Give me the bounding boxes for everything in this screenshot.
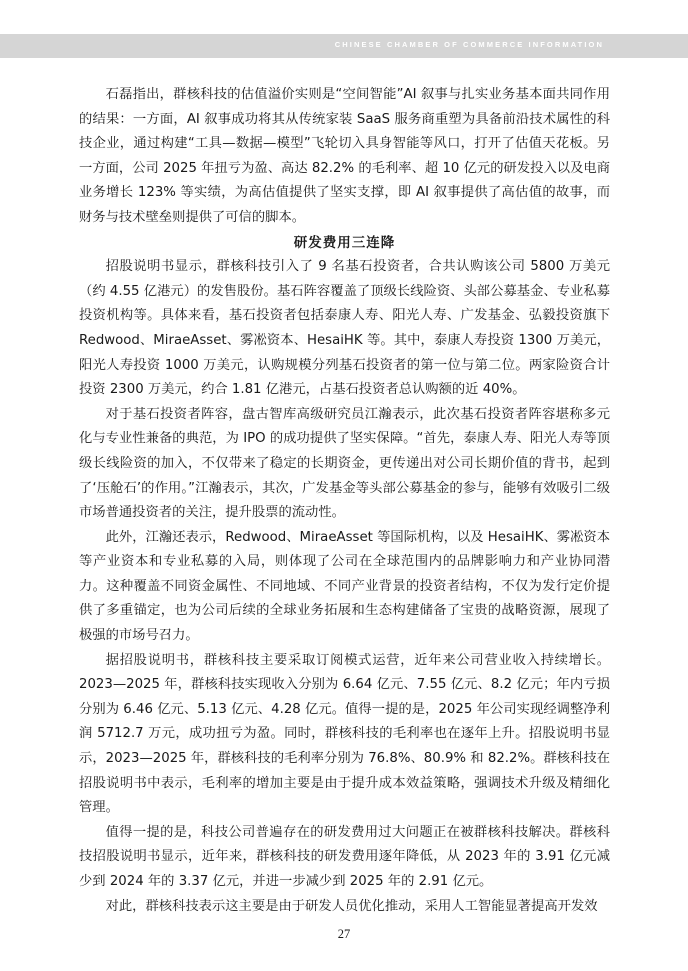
paragraph: 据招股说明书，群核科技主要采取订阅模式运营，近年来公司营业收入持续增长。2023—2025 年，群核科技实现收入分别为 6.64 亿元、7.55 亿元、8.2 亿元；年内亏损分别为 6.46 亿元、5.13 亿元、4.28 亿元。值得一提的是，2025 年公司实现经调整净利润 5712.7 万元，成功扭亏为盈。同时，群核科技的毛利率也在逐年上升。招股说明书显示，2023—2025 年，群核科技的毛利率分别为 76.8%、80.9% 和 82.2%。群核科技在招股说明书中表示，毛利率的增加主要是由于提升成本效益策略，强调技术升级及精细化管理。	[79, 652, 610, 816]
paragraph: 招股说明书显示，群核科技引入了 9 名基石投资者，合共认购该公司 5800 万美元（约 4.55 亿港元）的发售股份。基石阵容覆盖了顶级长线险资、头部公募基金、专业私募投资机构等。具体来看，基石投资者包括泰康人寿、阳光人寿、广发基金、弘毅投资旗下 Redwood、MiraeAsset、雾凇资本、HesaiHK 等。其中，泰康人寿投资 1300 万美元，阳光人寿投资 1000 万美元，认购规模分列基石投资者的第一位与第二位。两家险资合计投资 2300 万美元，约合 1.81 亿港元，占基石投资者总认购额的近 40%。	[79, 259, 610, 398]
article-body	[79, 83, 610, 919]
paragraph: 此外，江瀚还表示，Redwood、MiraeAsset 等国际机构，以及 HesaiHK、雾凇资本等产业资本和专业私募的入局，则体现了公司在全球范围内的品牌影响力和产业协同潜力。这种覆盖不同资金属性、不同地域、不同产业背景的投资者结构，不仅为发行定价提供了多重锚定，也为公司后续的全球业务拓展和生态构建储备了宝贵的战略资源，展现了极强的市场号召力。	[79, 529, 610, 644]
page-number: 27	[337, 927, 351, 941]
paragraph: 值得一提的是，科技公司普遍存在的研发费用过大问题正在被群核科技解决。群核科技招股说明书显示，近年来，群核科技的研发费用逐年降低，从 2023 年的 3.91 亿元减少到 2024 年的 3.37 亿元，并进一步减少到 2025 年的 2.91 亿元。	[79, 824, 610, 889]
paragraph: 石磊指出，群核科技的估值溢价实则是“空间智能”AI 叙事与扎实业务基本面共同作用的结果：一方面，AI 叙事成功将其从传统家装 SaaS 服务商重塑为具备前沿技术属性的科技企业，通过构建“工具—数据—模型”飞轮切入具身智能等风口，打开了估值天花板。另一方面，公司 2025 年扭亏为盈、高达 82.2% 的毛利率、超 10 亿元的研发投入以及电商业务增长 123% 等实绩，为高估值提供了坚实支撑，即 AI 叙事提供了高估值的故事，而财务与技术壁垒则提供了可信的脚本。	[79, 87, 610, 225]
publication-name: CHINESE CHAMBER OF COMMERCE INFORMATION	[334, 40, 604, 49]
paragraph: 对此，群核科技表示这主要是由于研发人员优化推动，采用人工智能显著提高开发效	[105, 898, 598, 914]
section-title: 研发费用三连降	[293, 234, 396, 251]
paragraph: 对于基石投资者阵容，盘古智库高级研究员江瀚表示，此次基石投资者阵容堪称多元化与专业性兼备的典范，为 IPO 的成功提供了坚实保障。“首先，泰康人寿、阳光人寿等顶级长线险资的加入，不仅带来了稳定的长期资金，更传递出对公司长期价值的背书，起到了‘压舱石’的作用。”江瀚表示，其次，广发基金等头部公募基金的参与，能够有效吸引二级市场普通投资者的关注，提升股票的流动性。	[79, 406, 610, 521]
